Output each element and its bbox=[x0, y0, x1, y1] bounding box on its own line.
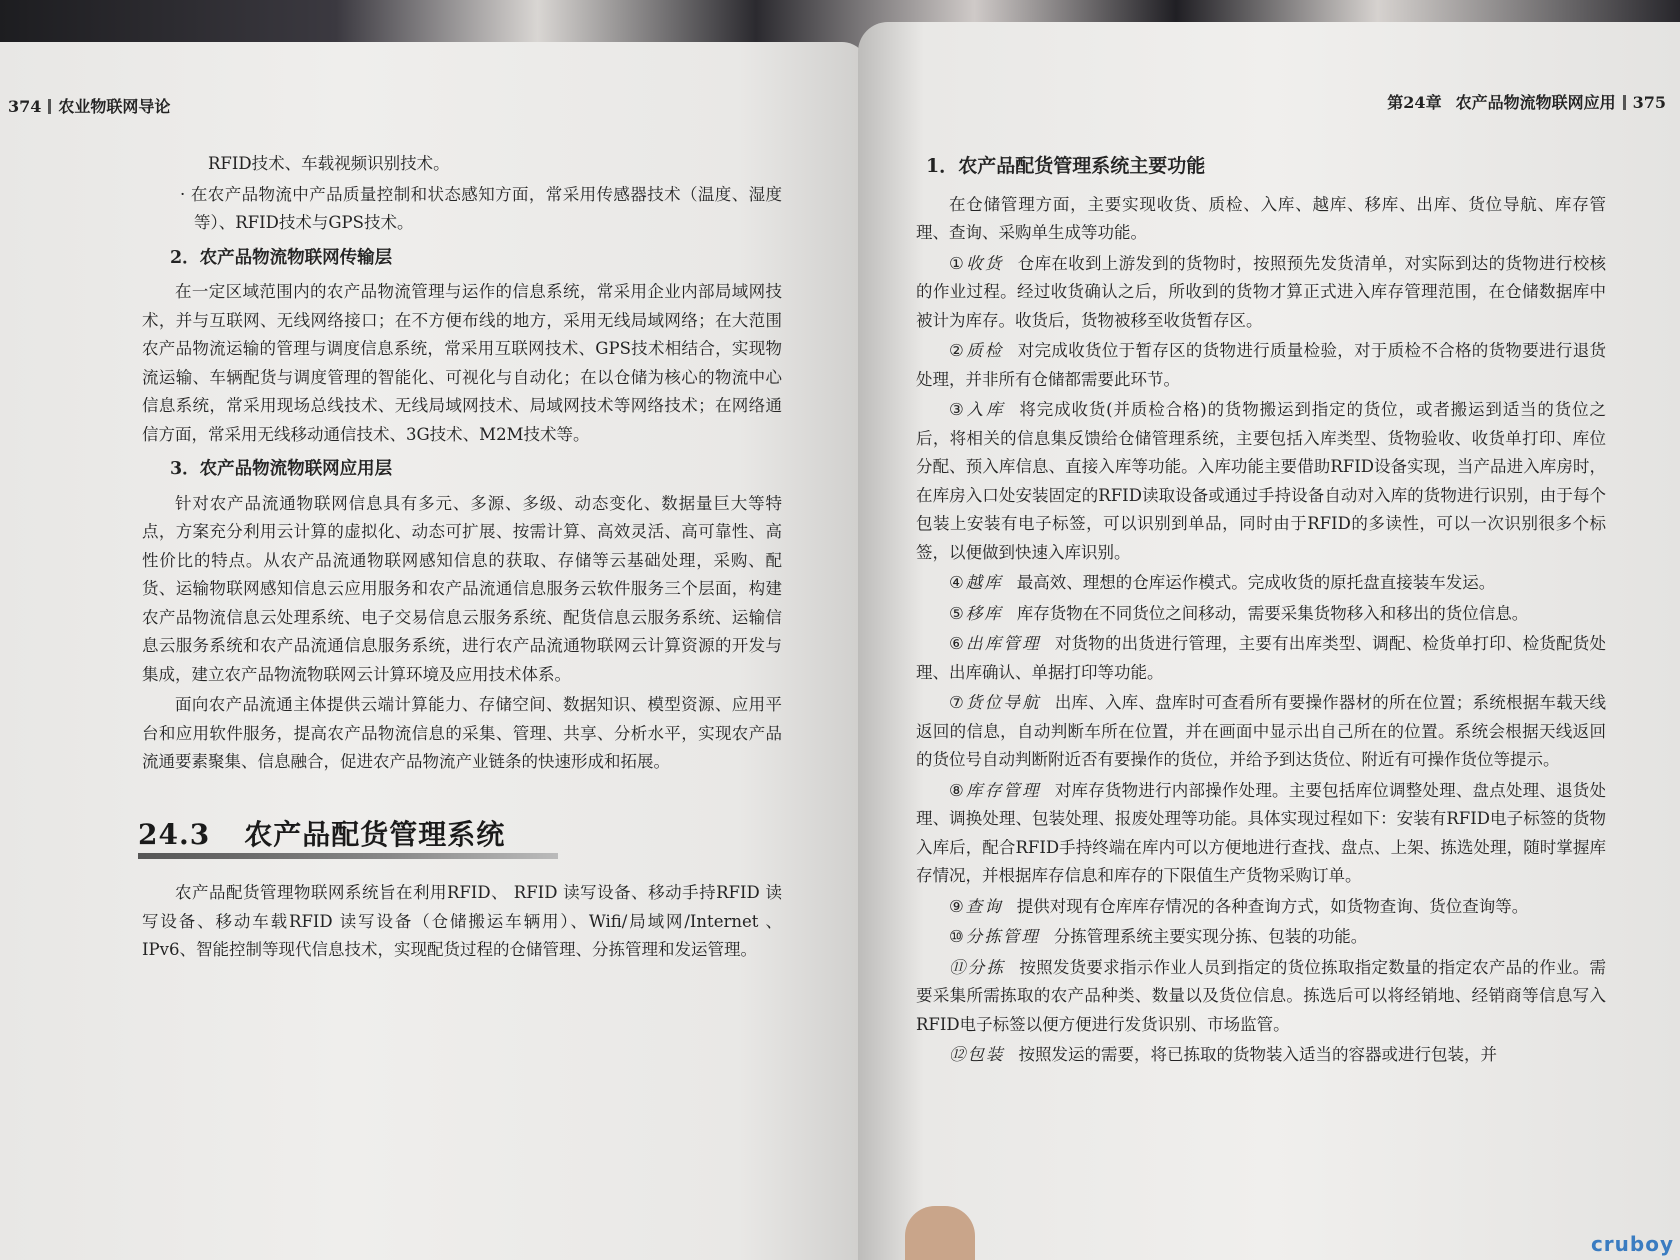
left-page-header bbox=[8, 94, 170, 117]
section-number: 24.3 bbox=[138, 817, 211, 851]
function-item bbox=[916, 396, 1606, 567]
header-divider bbox=[1623, 95, 1626, 110]
function-item bbox=[916, 689, 1606, 775]
function-list bbox=[916, 250, 1606, 1070]
function-text: 分拣管理系统主要实现分拣、包装的功能。 bbox=[1053, 927, 1368, 946]
function-text: 提供对现有仓库库存情况的各种查询方式，如货物查询、货位查询等。 bbox=[1016, 896, 1529, 916]
function-text: 库存货物在不同货位之间移动，需要采集货物移入和移出的货位信息。 bbox=[1016, 603, 1529, 623]
subheading-application-layer: 3．农产品物流物联网应用层 bbox=[170, 459, 393, 479]
header-divider bbox=[48, 99, 51, 114]
watermark: cruboy bbox=[1590, 1232, 1674, 1256]
paragraph: RFID技术、车载视频识别技术。 bbox=[208, 154, 450, 173]
function-item bbox=[916, 923, 1606, 952]
right-page-body bbox=[916, 144, 1606, 1072]
function-item bbox=[916, 1041, 1606, 1070]
function-term: ⑨查询 bbox=[949, 896, 1003, 916]
function-text: 最高效、理想的仓库运作模式。完成收货的原托盘直接装车发运。 bbox=[1016, 573, 1496, 592]
paragraph: 在仓储管理方面，主要实现收货、质检、入库、越库、移库、出库、货位导航、库存管理、查询、采购单生成等功能。 bbox=[916, 194, 1606, 242]
function-item bbox=[916, 630, 1606, 687]
right-page bbox=[858, 22, 1680, 1260]
function-term: ③入库 bbox=[949, 400, 1006, 419]
subheading-main-functions: 1．农产品配货管理系统主要功能 bbox=[926, 155, 1206, 177]
function-text: 仓库在收到上游发到的货物时，按照预先发货清单，对实际到达的货物进行校核的作业过程。经过收货确认之后，所收到的货物才算正式进入库存管理范围，在仓储数据库中被计为库存。收货后，货物被移至收货暂存区。 bbox=[916, 253, 1607, 330]
section-rule bbox=[138, 853, 558, 859]
section-heading bbox=[138, 817, 782, 860]
function-term: ⑩分拣管理 bbox=[949, 927, 1040, 946]
function-term: ④越库 bbox=[949, 573, 1003, 592]
chapter-number: 第24章 bbox=[1387, 93, 1442, 112]
function-term: ⑪分拣 bbox=[949, 957, 1006, 977]
function-item bbox=[916, 954, 1606, 1040]
left-page-body bbox=[138, 150, 782, 967]
function-term: ⑥出库管理 bbox=[949, 634, 1041, 653]
function-term: ①收货 bbox=[949, 253, 1004, 273]
thumb bbox=[905, 1206, 975, 1260]
function-text: 按照发运的需要，将已拣取的货物装入适当的容器或进行包装，并 bbox=[1018, 1045, 1497, 1064]
function-term: ⑧库存管理 bbox=[949, 780, 1041, 800]
paragraph: 针对农产品流通物联网信息具有多元、多源、多级、动态变化、数据量巨大等特点，方案充分利用云计算的虚拟化、动态可扩展、按需计算、高效灵活、高可靠性、高性价比的特点。从农产品流通物联网感知信息的获取、存储等云基础处理，采购、配货、运输物联网感知信息云应用服务和农产品流通信息服务云软件服务三个层面，构建农产品物流信息云处理系统、电子交易信息云服务系统、配货信息云服务系统、运输信息云服务系统和农产品流通信息服务系统，进行农产品流通物联网云计算资源的开发与集成，建立农产品物流物联网云计算环境及应用技术体系。 bbox=[142, 493, 782, 684]
subheading-transport-layer: 2．农产品物流物联网传输层 bbox=[170, 247, 393, 268]
function-term: ⑦货位导航 bbox=[949, 693, 1041, 712]
paragraph: 在一定区域范围内的农产品物流管理与运作的信息系统，常采用企业内部局域网技术，并与互联网、无线网络接口；在不方便布线的地方，采用无线局域网络；在大范围农产品物流运输的管理与调度信息系统，常采用互联网技术、GPS技术相结合，实现物流运输、车辆配货与调度管理的智能化、可视化与自动化；在以仓储为核心的物流中心信息系统，常采用现场总线技术、无线局域网技术、局域网技术等网络技术；在网络通信方面，常采用无线移动通信技术、3G技术、M2M技术等。 bbox=[142, 282, 782, 444]
chapter-title: 农产品物流物联网应用 bbox=[1455, 93, 1616, 112]
function-item bbox=[916, 250, 1606, 336]
left-page bbox=[0, 42, 868, 1260]
left-page-number: 374 bbox=[8, 97, 42, 116]
right-page-header bbox=[1387, 90, 1666, 113]
function-item bbox=[916, 777, 1606, 891]
function-item bbox=[916, 600, 1606, 629]
function-text: 将完成收货(并质检合格)的货物搬运到指定的货位，或者搬运到适当的货位之后，将相关的信息集反馈给仓储管理系统，主要包括入库类型、货物验收、收货单打印、库位分配、预入库信息、直接入库等功能。入库功能主要借助RFID设备实现，当产品进入库房时，在库房入口处安装固定的RFID读取设备或通过手持设备自动对入库的货物进行识别，由于每个包装上安装有电子标签，可以识别到单品，同时由于RFID的多读性，可以一次识别很多个标签，以便做到快速入库识别。 bbox=[916, 400, 1606, 562]
section-title bbox=[138, 817, 782, 851]
function-text: 按照发货要求指示作业人员到指定的货位拣取指定数量的指定农产品的作业。需要采集所需拣取的农产品种类、数量以及货位信息。拣选后可以将经销地、经销商等信息写入RFID电子标签以便方便进行发货识别、市场监管。 bbox=[916, 957, 1607, 1034]
function-term: ⑤移库 bbox=[949, 603, 1003, 623]
function-text: 对货物的出货进行管理，主要有出库类型、调配、检货单打印、检货配货处理、出库确认、单据打印等功能。 bbox=[916, 634, 1607, 682]
function-term: ②质检 bbox=[949, 341, 1004, 360]
function-item bbox=[916, 569, 1606, 598]
bullet-paragraph: · 在农产品物流中产品质量控制和状态感知方面，常采用传感器技术（温度、湿度等）、RFID技术与GPS技术。 bbox=[180, 184, 782, 232]
function-text: 出库、入库、盘库时可查看所有要操作器材的所在位置；系统根据车载天线返回的信息，自动判断车所在位置，并在画面中显示出自己所在的位置。系统会根据天线返回的货位号自动判断附近否有要操作的货位，并给予到达货位、附近有可操作货位等提示。 bbox=[916, 693, 1607, 769]
function-item bbox=[916, 337, 1606, 394]
function-text: 对完成收货位于暂存区的货物进行质量检验，对于质检不合格的货物要进行退货处理，并非所有仓储都需要此环节。 bbox=[916, 341, 1607, 389]
function-text: 对库存货物进行内部操作处理。主要包括库位调整处理、盘点处理、退货处理、调换处理、包装处理、报废处理等功能。具体实现过程如下：安装有RFID电子标签的货物入库后，配合RFID手持终端在库内可以方便地进行查找、盘点、上架、拣选处理，随时掌握库存情况，并根据库存信息和库存的下限值生产货物采购订单。 bbox=[916, 780, 1607, 885]
book-title: 农业物联网导论 bbox=[58, 97, 171, 116]
section-title-text: 农产品配货管理系统 bbox=[244, 817, 506, 851]
function-term: ⑫包装 bbox=[949, 1045, 1005, 1064]
paragraph: 面向农产品流通主体提供云端计算能力、存储空间、数据知识、模型资源、应用平台和应用软件服务，提高农产品物流信息的采集、管理、共享、分析水平，实现农产品流通要素聚集、信息融合，促进农产品物流产业链条的快速形成和拓展。 bbox=[142, 695, 782, 771]
paragraph: 农产品配货管理物联网系统旨在利用RFID、 RFID 读写设备、移动手持RFID 读写设备、移动车载RFID 读写设备（仓储搬运车辆用）、Wifi/局域网/Internet 、IPv6、智能控制等现代信息技术，实现配货过程的仓储管理、分拣管理和发运管理。 bbox=[142, 883, 782, 959]
right-page-number: 375 bbox=[1632, 93, 1666, 112]
function-item bbox=[916, 893, 1606, 922]
